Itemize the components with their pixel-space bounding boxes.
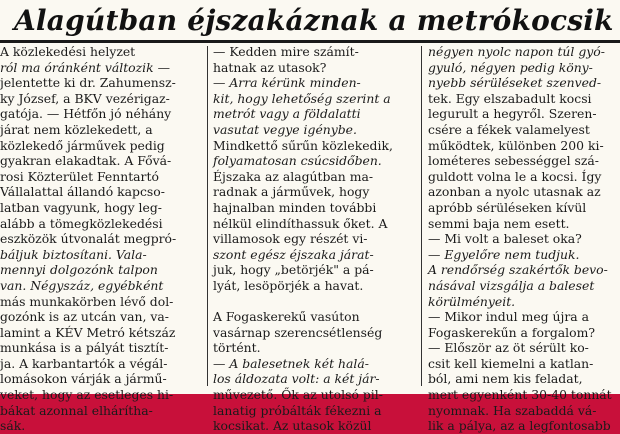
text-line: mert egyenként 30-40 tonnát: [428, 387, 612, 403]
text-line: azonban a nyolc utasnak az: [428, 184, 601, 200]
text-line: apróbb sérüléseken kívül: [428, 199, 587, 215]
text-line: ból, ami nem kis feladat,: [428, 371, 583, 387]
column-divider-1: [207, 46, 208, 386]
text-line: — Egyelőre nem tudjuk.: [428, 246, 580, 262]
text-line: folyamatosan csúcsidőben.: [213, 153, 382, 169]
text-line: juk, hogy „betörjék" a pá-: [213, 262, 374, 278]
text-line: működtek, különben 200 ki-: [428, 137, 604, 153]
text-line: csére a fékek valamelyest: [428, 121, 590, 137]
text-line: — Arra kérünk minden-: [213, 75, 361, 91]
text-line: — Kedden mire számít-: [213, 44, 359, 59]
text-line: kit, hogy lehetőség szerint a: [213, 90, 391, 106]
text-line: lanatig próbálták fékezni a: [213, 402, 382, 418]
text-line: eszközök útvonalát megpró-: [0, 231, 177, 247]
text-line: Vállalattal állandó kapcso-: [0, 184, 165, 200]
text-line: hajnalban minden további: [213, 199, 377, 215]
text-line: nyebb sérüléseket szenved-: [428, 75, 602, 91]
text-line: lik a pálya, az a legfontosabb: [428, 418, 611, 434]
text-line: legurult a hegyről. Szeren-: [428, 106, 597, 122]
text-line: lamint a KÉV Metró kétszáz: [0, 324, 176, 340]
text-line: ja. A karbantartók a végál-: [0, 355, 168, 371]
text-line: művezető. Ők az utolsó pil-: [213, 387, 383, 403]
text-line: A közlekedési helyzet: [0, 44, 136, 59]
article-column-1: [0, 44, 200, 434]
text-line: násával vizsgálja a baleset: [428, 277, 595, 293]
text-line: gozónk is az utcán van, va-: [0, 309, 169, 325]
text-line: — Először az öt sérült ko-: [428, 340, 589, 356]
article-column-2: [213, 44, 415, 434]
column-divider-2: [421, 46, 422, 386]
text-line: latban vagyunk, hogy leg-: [0, 199, 162, 215]
text-line: jelentette ki dr. Zahumensz-: [0, 75, 176, 91]
text-line: guldott volna le a kocsi. Így: [428, 168, 602, 184]
text-line: lométeres sebességgel szá-: [428, 153, 599, 169]
text-line: mennyi dolgozónk talpon: [0, 262, 158, 278]
text-line: Fogaskerekűn a forgalom?: [428, 324, 595, 340]
text-line: hatnak az utasok?: [213, 59, 327, 75]
text-line: négyen nyolc napon túl gyó-: [428, 44, 605, 59]
text-line: körülményeit.: [428, 293, 516, 309]
text-line: csit kell kiemelni a katlan-: [428, 355, 594, 371]
text-line: ról ma óránként változik —: [0, 59, 170, 75]
text-line: Mindkettő sűrűn közlekedik,: [213, 137, 393, 153]
text-line: Éjszaka az alagútban ma-: [213, 168, 374, 184]
text-line: los áldozata volt: a két jár-: [213, 371, 380, 387]
text-line: van. Négyszáz, egyébként: [0, 277, 164, 293]
text-line: vasutat vegye igénybe.: [213, 121, 357, 137]
text-line: A rendőrség szakértők bevo-: [428, 262, 608, 278]
text-line: munkása is a pályát tisztít-: [0, 340, 169, 356]
text-line: vasárnap szerencsétlenség: [213, 324, 383, 340]
text-line: gatója. — Hétfőn jó néhány: [0, 106, 172, 122]
text-line: nélkül elindíthassuk őket. A: [213, 215, 388, 231]
text-line: villamosok egy részét vi-: [213, 231, 368, 247]
headline-rule: [0, 40, 620, 43]
text-line: semmi baja nem esett.: [428, 215, 570, 231]
text-line: gyakran elakadtak. A Fővá-: [0, 153, 172, 169]
text-line: — Mi volt a baleset oka?: [428, 231, 582, 247]
text-line: közlekedő járművek pedig: [0, 137, 165, 153]
text-line: kocsikat. Az utasok közül: [213, 418, 372, 434]
text-line: rosi Közterület Fenntartó: [0, 168, 159, 184]
text-line: bákat azonnal elhárítha-: [0, 402, 153, 418]
text-line: veket, hogy az esetleges hi-: [0, 387, 174, 403]
text-line: járat nem közlekedett, a: [0, 121, 153, 137]
text-line: — Mikor indul meg újra a: [428, 309, 589, 325]
text-line: lyát, lesöpörjék a havat.: [213, 277, 364, 293]
text-line: metrót vagy a földalatti: [213, 106, 361, 122]
text-line: [213, 294, 415, 310]
text-line: más munkakörben lévő dol-: [0, 293, 174, 309]
headline: Alagútban éjszakáznak a metrókocsik: [14, 4, 614, 37]
text-line: nyomnak. Ha szabaddá vá-: [428, 402, 597, 418]
text-line: gyuló, négyen pedig köny-: [428, 59, 593, 75]
text-line: sák.: [0, 418, 26, 434]
article-column-3: [428, 44, 620, 434]
text-line: — A balesetnek két halá-: [213, 355, 369, 371]
text-line: báljuk biztosítani. Vala-: [0, 246, 147, 262]
text-line: szont egész éjszaka járat-: [213, 246, 374, 262]
text-line: tek. Egy elszabadult kocsi: [428, 90, 592, 106]
text-line: A Fogaskerekű vasúton: [213, 309, 360, 325]
text-line: ky József, a BKV vezérigaz-: [0, 90, 170, 106]
text-line: alább a tömegközlekedési: [0, 215, 163, 231]
text-line: radnak a járművek, hogy: [213, 184, 370, 200]
text-line: lomásokon várják a jármű-: [0, 371, 167, 387]
text-line: történt.: [213, 340, 261, 356]
